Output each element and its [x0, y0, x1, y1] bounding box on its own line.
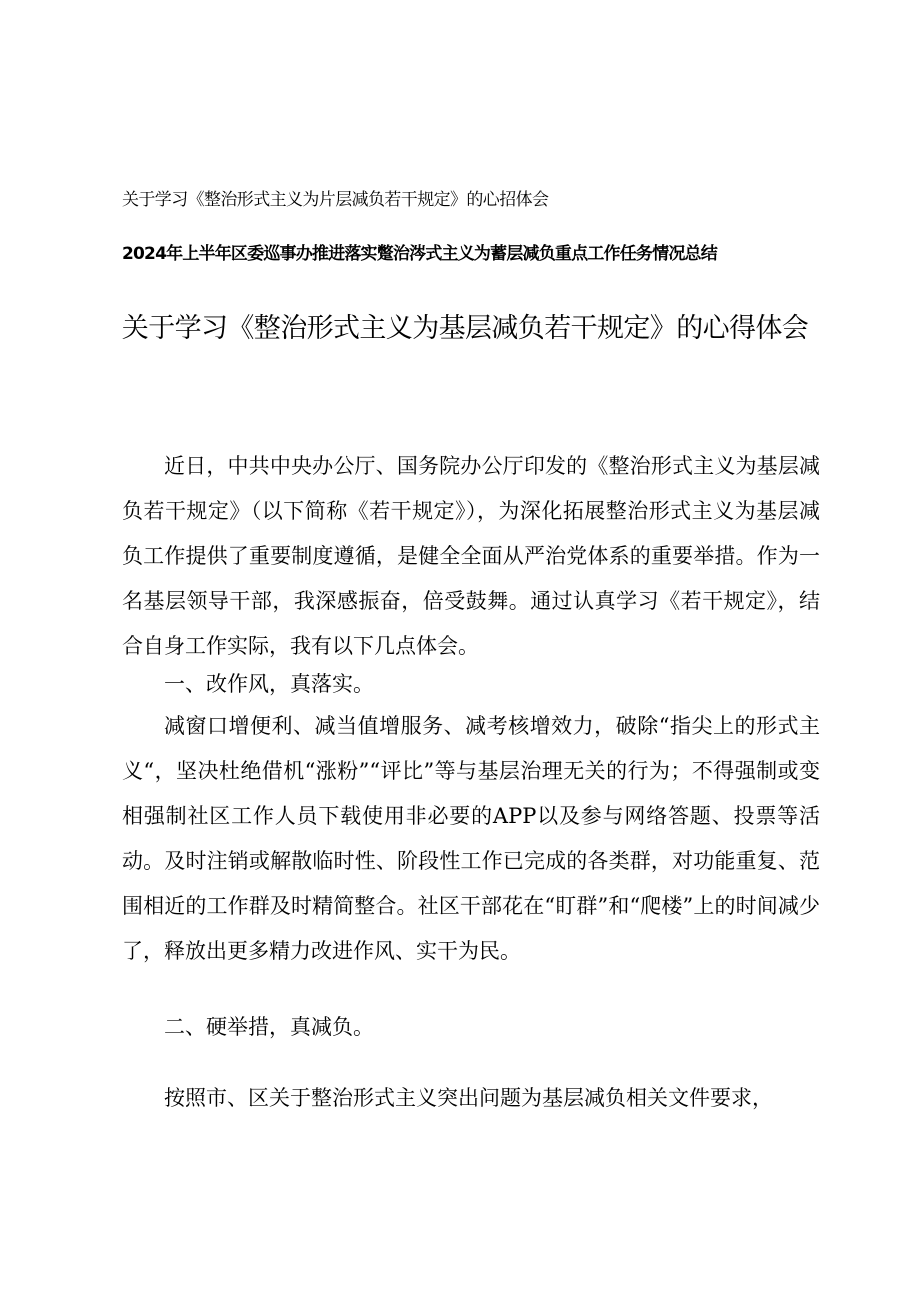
paragraph-intro: 近日，中共中央办公厅、国务院办公厅印发的《整治形式主义为基层减负若干规定》（以下简称《若干规定》），为深化拓展整治形式主义为基层减负工作提供了重要制度遵循，是健全全面从严治党体系的重要举措。作为一名基层领导干部，我深感振奋，倍受鼓舞。通过认真学习《若干规定》，结合自身工作实际，我有以下几点体会。: [122, 454, 820, 658]
paragraph-section-1: 减窗口增便利、减当值增服务、减考核增效力，破除“指尖上的形式主义“，坚决杜绝借机“涨粉”“评比”等与基层治理无关的行为；不得强制或变相强制社区工作人员下载使用非必要的APP以及参与网络答题、投票等活动。及时注销或解散临时性、阶段性工作已完成的各类群，对功能重复、范围相近的工作群及时精简整合。社区干部花在“盯群”和“爬楼”上的时间减少了，释放出更多精力改进作风、实干为民。: [122, 714, 820, 963]
paragraph-section-2: 按照市、区关于整治形式主义突出问题为基层减负相关文件要求，: [164, 1086, 773, 1110]
section-heading-1: 一、改作风，真落实。: [164, 672, 374, 696]
toc-line-1: 关于学习《整治形式主义为片层减负若干规定》的心招体会: [122, 190, 549, 210]
document-title: 关于学习《整治形式主义为基层减负若干规定》的心得体会: [121, 313, 809, 344]
section-heading-2: 二、硬举措，真减负。: [164, 1015, 374, 1039]
toc-line-2: 2024年上半年区委巡事办推进落实蹩治涔式主义为蓄层减负重点工作任务情况总结: [122, 244, 717, 264]
